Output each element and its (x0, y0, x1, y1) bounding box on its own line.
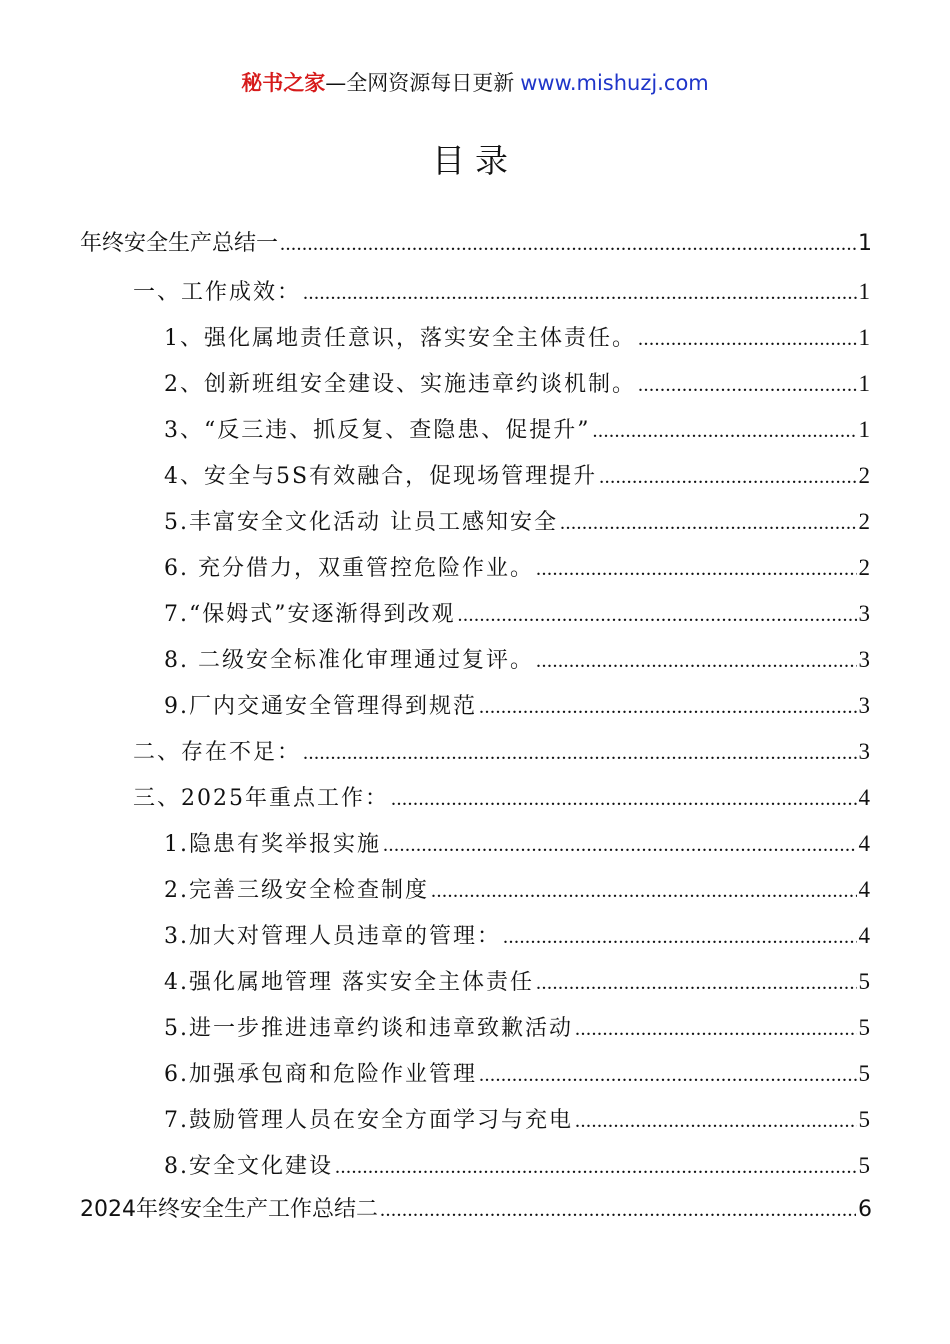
toc-entry-label: 8.安全文化建设 (164, 1154, 333, 1179)
toc-page-number: 2 (858, 555, 872, 580)
toc-page-number: 5 (858, 1015, 872, 1040)
toc-entry[interactable] (164, 318, 872, 358)
toc-entry[interactable] (164, 640, 872, 680)
toc-page-number: 3 (858, 739, 872, 764)
toc-entry-label: 一、工作成效： (133, 280, 302, 305)
toc-page-number: 4 (858, 785, 872, 810)
toc-entry-label: 2024年终安全生产工作总结二 (80, 1197, 378, 1222)
toc-entry-label: 4、安全与5S有效融合，促现场管理提升 (164, 464, 598, 489)
toc-dot-leader (380, 1190, 856, 1230)
toc-dot-leader (575, 1009, 857, 1049)
toc-entry-label: 二、存在不足： (133, 740, 302, 765)
toc-page-number: 1 (858, 231, 872, 256)
brand-name: 秘书之家 (241, 71, 326, 95)
toc-entry-label: 4.强化属地管理 落实安全主体责任 (164, 970, 534, 995)
toc-entry-label: 5.丰富安全文化活动 让员工感知安全 (164, 510, 558, 535)
toc-entry-label: 2、创新班组安全建设、实施违章约谈机制。 (164, 372, 636, 397)
toc-entry-label: 1.隐患有奖举报实施 (164, 832, 381, 857)
toc-entry[interactable] (133, 732, 872, 772)
toc-page-number: 3 (858, 647, 872, 672)
toc-entry[interactable] (164, 916, 872, 956)
toc-dot-leader (303, 273, 856, 313)
toc-page-number: 4 (858, 877, 872, 902)
toc-entry[interactable] (133, 272, 872, 312)
toc-dot-leader (479, 687, 857, 727)
toc-entry-label: 7.“保姆式”安逐渐得到改观 (164, 602, 456, 627)
header-slogan: 全网资源每日更新 (346, 71, 515, 95)
toc-page-number: 1 (858, 417, 872, 442)
toc-dot-leader (458, 595, 857, 635)
toc-dot-leader (335, 1147, 857, 1187)
toc-page-number: 5 (858, 1107, 872, 1132)
toc-page-number: 1 (858, 371, 872, 396)
toc-dot-leader (431, 871, 857, 911)
toc-dot-leader (536, 549, 857, 589)
toc-dot-leader (303, 733, 856, 773)
toc-page-number: 5 (858, 969, 872, 994)
toc-dot-leader (560, 503, 857, 543)
toc-dot-leader (479, 1055, 857, 1095)
toc-entry-label: 3、“反三违、抓反复、查隐患、促提升” (164, 418, 591, 443)
toc-entry[interactable] (164, 364, 872, 404)
toc-page-number: 2 (858, 463, 872, 488)
toc-dot-leader (638, 319, 857, 359)
toc-entry[interactable] (164, 548, 872, 588)
toc-entry-label: 9.厂内交通安全管理得到规范 (164, 694, 477, 719)
toc-entry[interactable] (164, 1146, 872, 1186)
toc-entry[interactable] (80, 1190, 872, 1230)
toc-entry-label: 3.加大对管理人员违章的管理： (164, 924, 501, 949)
toc-dot-leader (391, 779, 857, 819)
site-url-link[interactable]: www.mishuzj.com (520, 71, 709, 95)
toc-entry[interactable] (164, 456, 872, 496)
toc-entry[interactable] (80, 224, 872, 264)
page-title: 目录 (432, 141, 518, 180)
toc-dot-leader (383, 825, 857, 865)
toc-page-number: 3 (858, 693, 872, 718)
toc-entry[interactable] (133, 778, 872, 818)
toc-dot-leader (536, 641, 857, 681)
site-header (0, 66, 950, 100)
toc-entry-label: 8. 二级安全标准化审理通过复评。 (164, 648, 534, 673)
toc-entry[interactable] (164, 962, 872, 1002)
toc-page-number: 4 (858, 831, 872, 856)
toc-entry[interactable] (164, 1054, 872, 1094)
toc-entry-label: 1、强化属地责任意识，落实安全主体责任。 (164, 326, 636, 351)
toc-entry-label: 三、2025年重点工作： (133, 786, 389, 811)
toc-page-number: 3 (858, 601, 872, 626)
toc-dot-leader (599, 457, 856, 497)
toc-page-number: 2 (858, 509, 872, 534)
toc-entry[interactable] (164, 502, 872, 542)
toc-page-number: 1 (858, 279, 872, 304)
toc-page-number: 1 (858, 325, 872, 350)
toc-page-number: 5 (858, 1061, 872, 1086)
toc-dot-leader (593, 411, 857, 451)
header-dash: — (325, 71, 347, 95)
toc-dot-leader (575, 1101, 857, 1141)
toc-entry-label: 5.进一步推进违章约谈和违章致歉活动 (164, 1016, 573, 1041)
toc-dot-leader (536, 963, 857, 1003)
toc-entry[interactable] (164, 870, 872, 910)
toc-entry[interactable] (164, 1100, 872, 1140)
toc-entry-label: 2.完善三级安全检查制度 (164, 878, 429, 903)
toc-entry[interactable] (164, 594, 872, 634)
toc-dot-leader (638, 365, 857, 405)
toc-entry[interactable] (164, 686, 872, 726)
toc-page-number: 6 (858, 1197, 872, 1222)
toc-entry-label: 年终安全生产总结一 (80, 231, 279, 256)
toc-entry-label: 6.加强承包商和危险作业管理 (164, 1062, 477, 1087)
toc-entry[interactable] (164, 1008, 872, 1048)
toc-dot-leader (280, 224, 856, 264)
toc-entry-label: 6. 充分借力，双重管控危险作业。 (164, 556, 534, 581)
toc-entry-label: 7.鼓励管理人员在安全方面学习与充电 (164, 1108, 573, 1133)
toc-page-number: 4 (858, 923, 872, 948)
toc-entry[interactable] (164, 410, 872, 450)
toc-dot-leader (503, 917, 857, 957)
toc-entry[interactable] (164, 824, 872, 864)
toc-page-number: 5 (858, 1153, 872, 1178)
